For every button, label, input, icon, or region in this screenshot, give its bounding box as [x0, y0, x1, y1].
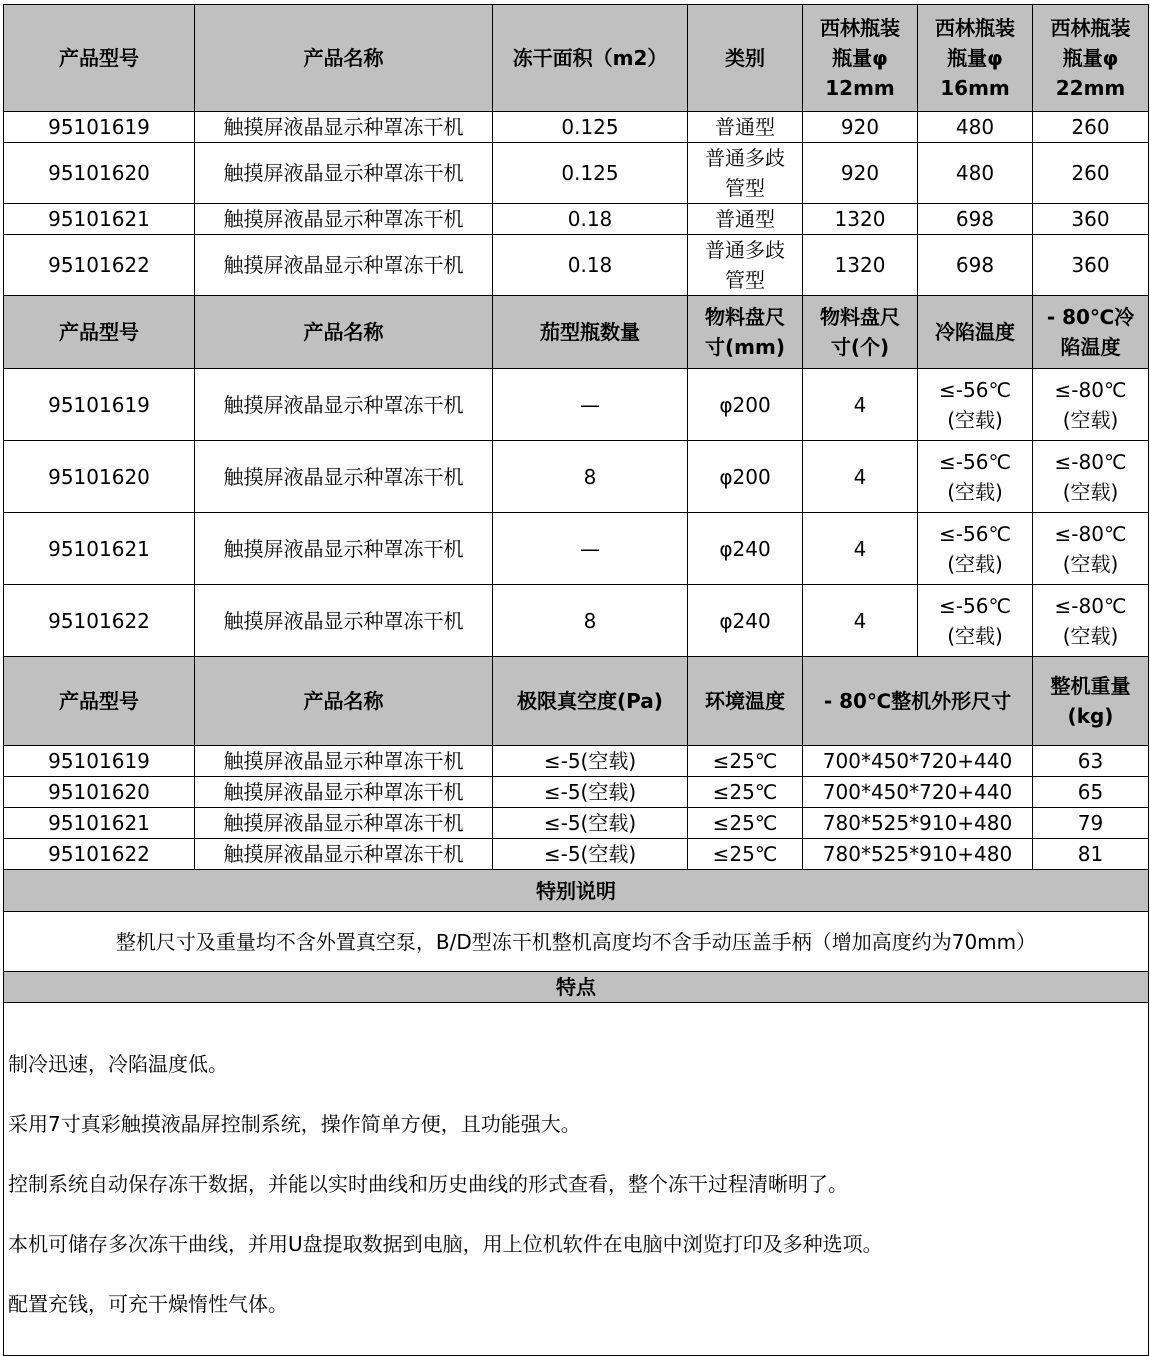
table-cell: 4 — [803, 585, 918, 657]
table-cell: 700*450*720+440 — [803, 746, 1033, 777]
model-cell: 95101621 — [4, 808, 195, 839]
header-cell: 西林瓶装 瓶量φ 22mm — [1033, 5, 1149, 112]
table-cell: — — [493, 369, 688, 441]
table-cell: 920 — [803, 112, 918, 143]
table-cell: 698 — [918, 204, 1033, 235]
header-cell: 产品名称 — [195, 657, 493, 746]
table-cell: ≤-80℃ (空载) — [1033, 369, 1149, 441]
spec-table — [3, 4, 1149, 1356]
name-cell: 触摸屏液晶显示种罩冻干机 — [195, 746, 493, 777]
table-cell: 480 — [918, 143, 1033, 204]
model-cell: 95101622 — [4, 839, 195, 870]
features-list — [4, 1003, 1149, 1356]
table-cell: ≤-56℃ (空载) — [918, 585, 1033, 657]
name-cell: 触摸屏液晶显示种罩冻干机 — [195, 839, 493, 870]
model-cell: 95101619 — [4, 369, 195, 441]
features-row — [4, 1003, 1149, 1356]
header-cell: 冻干面积（m2） — [493, 5, 688, 112]
table-cell: ≤25℃ — [688, 746, 803, 777]
name-cell: 触摸屏液晶显示种罩冻干机 — [195, 513, 493, 585]
table-row — [4, 839, 1149, 870]
table-cell: 65 — [1033, 777, 1149, 808]
table-cell: φ200 — [688, 441, 803, 513]
header-cell: 产品型号 — [4, 296, 195, 369]
header-cell: 产品型号 — [4, 657, 195, 746]
special-note-row — [4, 912, 1149, 972]
table-cell: 360 — [1033, 204, 1149, 235]
table-cell: ≤25℃ — [688, 777, 803, 808]
header-cell: 类别 — [688, 5, 803, 112]
name-cell: 触摸屏液晶显示种罩冻干机 — [195, 585, 493, 657]
header-cell: - 80℃整机外形尺寸 — [803, 657, 1033, 746]
table-cell: φ240 — [688, 585, 803, 657]
feature-item: 本机可储存多次冻干曲线，并用U盘提取数据到电脑，用上位机软件在电脑中浏览打印及多种选项。 — [8, 1232, 883, 1256]
table-cell: 480 — [918, 112, 1033, 143]
name-cell: 触摸屏液晶显示种罩冻干机 — [195, 369, 493, 441]
table-cell: ≤-56℃ (空载) — [918, 369, 1033, 441]
table-cell: 79 — [1033, 808, 1149, 839]
table-row — [4, 112, 1149, 143]
table-cell: 8 — [493, 585, 688, 657]
model-cell: 95101620 — [4, 777, 195, 808]
feature-item: 采用7寸真彩触摸液晶屏控制系统，操作简单方便，且功能强大。 — [8, 1112, 581, 1136]
header-cell: 西林瓶装 瓶量φ 12mm — [803, 5, 918, 112]
name-cell: 触摸屏液晶显示种罩冻干机 — [195, 235, 493, 296]
table-cell: φ240 — [688, 513, 803, 585]
feature-item: 制冷迅速，冷陷温度低。 — [8, 1052, 228, 1076]
header-cell: 产品名称 — [195, 5, 493, 112]
special-note-title-row — [4, 870, 1149, 912]
table-cell: ≤-80℃ (空载) — [1033, 513, 1149, 585]
header-cell: 物料盘尺 寸(个) — [803, 296, 918, 369]
table-cell: 普通型 — [688, 112, 803, 143]
table-row — [4, 369, 1149, 441]
name-cell: 触摸屏液晶显示种罩冻干机 — [195, 777, 493, 808]
special-note-text: 整机尺寸及重量均不含外置真空泵，B/D型冻干机整机高度均不含手动压盖手柄（增加高度约为70mm） — [4, 912, 1149, 972]
table-row — [4, 204, 1149, 235]
table-row — [4, 585, 1149, 657]
table-cell: 920 — [803, 143, 918, 204]
header-cell: 产品型号 — [4, 5, 195, 112]
table-cell: ≤-5(空载) — [493, 746, 688, 777]
model-cell: 95101622 — [4, 585, 195, 657]
header-cell: 茄型瓶数量 — [493, 296, 688, 369]
section2-header-row — [4, 296, 1149, 369]
name-cell: 触摸屏液晶显示种罩冻干机 — [195, 441, 493, 513]
special-note-title: 特别说明 — [4, 870, 1149, 912]
model-cell: 95101620 — [4, 143, 195, 204]
table-cell: 63 — [1033, 746, 1149, 777]
model-cell: 95101619 — [4, 746, 195, 777]
table-cell: 0.125 — [493, 143, 688, 204]
table-cell: φ200 — [688, 369, 803, 441]
table-cell: ≤-5(空载) — [493, 777, 688, 808]
model-cell: 95101619 — [4, 112, 195, 143]
name-cell: 触摸屏液晶显示种罩冻干机 — [195, 204, 493, 235]
table-cell: 1320 — [803, 235, 918, 296]
table-cell: 260 — [1033, 112, 1149, 143]
table-cell: 0.125 — [493, 112, 688, 143]
section3-header-row — [4, 657, 1149, 746]
table-cell: ≤-80℃ (空载) — [1033, 585, 1149, 657]
feature-item: 配置充钱，可充干燥惰性气体。 — [8, 1292, 288, 1316]
feature-item: 控制系统自动保存冻干数据，并能以实时曲线和历史曲线的形式查看，整个冻干过程清晰明了。 — [8, 1172, 848, 1196]
table-cell: 普通多歧 管型 — [688, 143, 803, 204]
table-cell: ≤-56℃ (空载) — [918, 513, 1033, 585]
table-cell: 0.18 — [493, 235, 688, 296]
header-cell: 极限真空度(Pa) — [493, 657, 688, 746]
table-row — [4, 513, 1149, 585]
table-cell: 4 — [803, 513, 918, 585]
table-cell: ≤25℃ — [688, 808, 803, 839]
model-cell: 95101621 — [4, 204, 195, 235]
table-cell: — — [493, 513, 688, 585]
table-cell: 4 — [803, 369, 918, 441]
table-cell: 780*525*910+480 — [803, 808, 1033, 839]
header-cell: 西林瓶装 瓶量φ 16mm — [918, 5, 1033, 112]
table-row — [4, 441, 1149, 513]
table-cell: ≤25℃ — [688, 839, 803, 870]
model-cell: 95101622 — [4, 235, 195, 296]
table-row — [4, 235, 1149, 296]
table-cell: 普通多歧 管型 — [688, 235, 803, 296]
name-cell: 触摸屏液晶显示种罩冻干机 — [195, 112, 493, 143]
table-cell: ≤-5(空载) — [493, 839, 688, 870]
table-row — [4, 143, 1149, 204]
table-cell: 4 — [803, 441, 918, 513]
table-cell: 8 — [493, 441, 688, 513]
model-cell: 95101621 — [4, 513, 195, 585]
table-cell: 0.18 — [493, 204, 688, 235]
header-cell: 整机重量 (kg) — [1033, 657, 1149, 746]
table-row — [4, 746, 1149, 777]
table-cell: ≤-56℃ (空载) — [918, 441, 1033, 513]
features-title: 特点 — [4, 972, 1149, 1003]
table-cell: 1320 — [803, 204, 918, 235]
header-cell: - 80℃冷 陷温度 — [1033, 296, 1149, 369]
table-cell: ≤-80℃ (空载) — [1033, 441, 1149, 513]
table-cell: 780*525*910+480 — [803, 839, 1033, 870]
table-row — [4, 777, 1149, 808]
features-title-row — [4, 972, 1149, 1003]
table-row — [4, 808, 1149, 839]
table-cell: 360 — [1033, 235, 1149, 296]
table-cell: 260 — [1033, 143, 1149, 204]
name-cell: 触摸屏液晶显示种罩冻干机 — [195, 808, 493, 839]
table-cell: ≤-5(空载) — [493, 808, 688, 839]
header-cell: 冷陷温度 — [918, 296, 1033, 369]
name-cell: 触摸屏液晶显示种罩冻干机 — [195, 143, 493, 204]
header-cell: 环境温度 — [688, 657, 803, 746]
table-cell: 698 — [918, 235, 1033, 296]
table-cell: 700*450*720+440 — [803, 777, 1033, 808]
section1-header-row — [4, 5, 1149, 112]
model-cell: 95101620 — [4, 441, 195, 513]
table-cell: 81 — [1033, 839, 1149, 870]
header-cell: 产品名称 — [195, 296, 493, 369]
header-cell: 物料盘尺 寸(mm) — [688, 296, 803, 369]
table-cell: 普通型 — [688, 204, 803, 235]
